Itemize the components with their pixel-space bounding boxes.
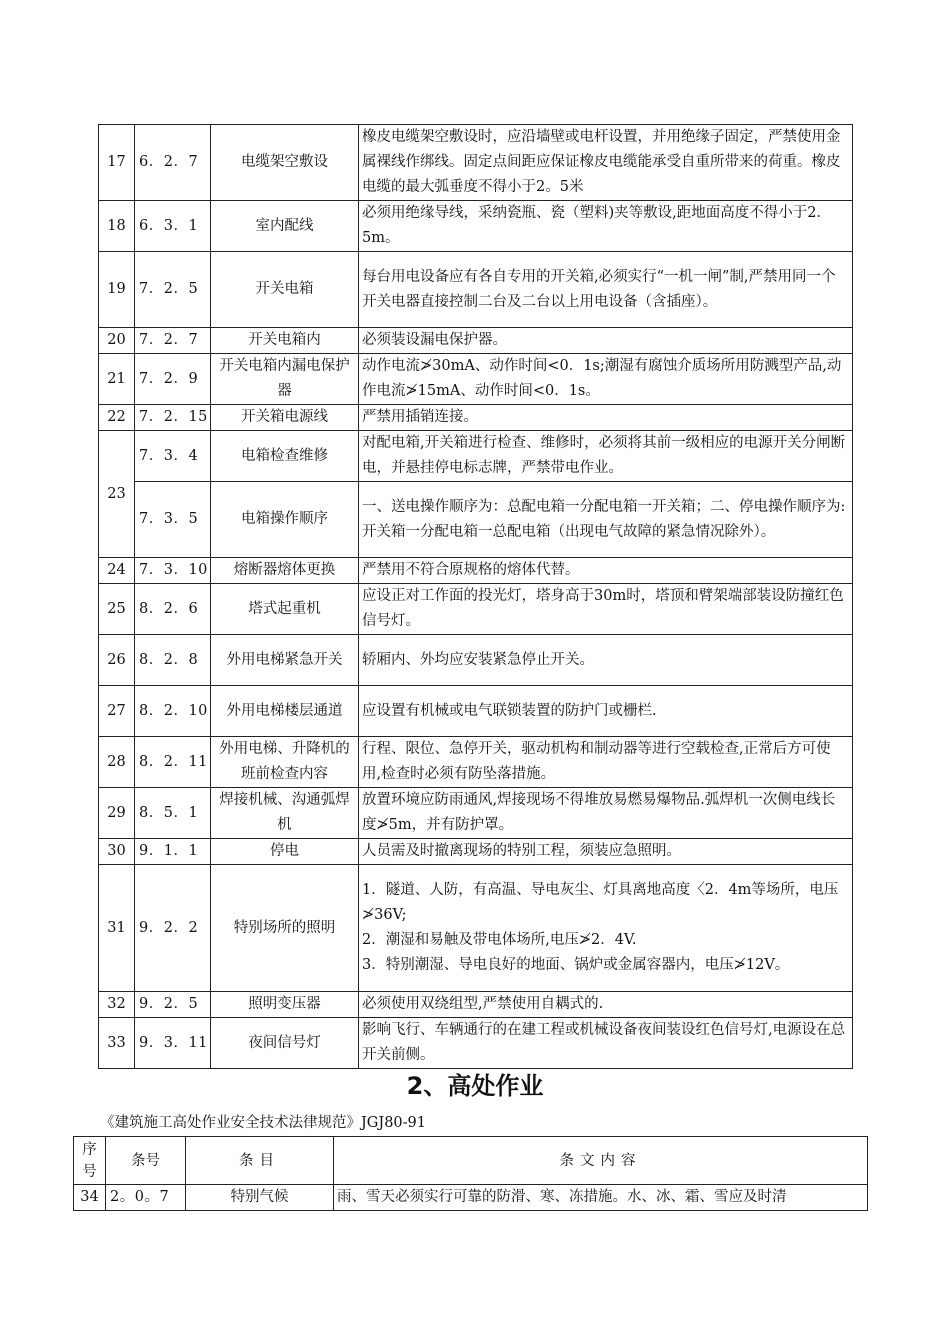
item-name: 夜间信号灯: [211, 1018, 359, 1069]
table-row: [99, 737, 853, 788]
clause-number: 8．5．1: [135, 788, 211, 839]
row-number: 24: [99, 558, 135, 584]
clause-number: 6．2．7: [135, 125, 211, 201]
table-row: [99, 992, 853, 1018]
row-number: 32: [99, 992, 135, 1018]
item-name: 电箱操作顺序: [211, 482, 359, 558]
clause-content: 每台用电设备应有各自专用的开关箱,必须实行“一机一闸”制,严禁用同一个开关电器直接控制二台及二台以上用电设备（含插座）。: [359, 252, 853, 328]
table-row: [99, 125, 853, 201]
row-number: 26: [99, 635, 135, 686]
table-row: [74, 1185, 868, 1211]
item-name: 开关电箱: [211, 252, 359, 328]
item-name: 室内配线: [211, 201, 359, 252]
table-row: [99, 354, 853, 405]
row-number: 31: [99, 865, 135, 992]
clause-number: 9．2．2: [135, 865, 211, 992]
header-content: 条文内容: [334, 1137, 868, 1185]
item-name: 开关电箱内: [211, 328, 359, 354]
item-name: 外用电梯、升降机的班前检查内容: [211, 737, 359, 788]
clause-number: 8．2．10: [135, 686, 211, 737]
clause-content: 严禁用不符合原规格的熔体代替。: [359, 558, 853, 584]
clause-content: 人员需及时撤离现场的特别工程，须装应急照明。: [359, 839, 853, 865]
row-number: 33: [99, 1018, 135, 1069]
row-number: 34: [74, 1185, 106, 1211]
table-row: [99, 328, 853, 354]
table-row: [99, 686, 853, 737]
header-clause: 条号: [106, 1137, 186, 1185]
row-number: 22: [99, 405, 135, 431]
row-number: 30: [99, 839, 135, 865]
clause-number: 9．1．1: [135, 839, 211, 865]
table-row: [99, 252, 853, 328]
clause-number: 7．2．7: [135, 328, 211, 354]
item-name: 特别场所的照明: [211, 865, 359, 992]
row-number: 27: [99, 686, 135, 737]
clause-content: 1．隧道、人防，有高温、导电灰尘、灯具离地高度〈2．4m等场所，电压≯36V; 2．潮湿和易触及带电体场所,电压≯2．4V. 3．特别潮湿、导电良好的地面、锅炉或金属容器内，电压≯12V。: [359, 865, 853, 992]
table-row: [99, 635, 853, 686]
clause-content: 对配电箱,开关箱进行检查、维修时，必须将其前一级相应的电源开关分闸断电，并悬挂停电标志牌，严禁带电作业。: [359, 431, 853, 482]
section-subtitle: 《建筑施工高处作业安全技术法律规范》JGJ80-91: [100, 1115, 427, 1131]
clause-content: 橡皮电缆架空敷设时，应沿墙壁或电杆设置，并用绝缘子固定，严禁使用金属裸线作绑线。固定点间距应保证橡皮电缆能承受自重所带来的荷重。橡皮电缆的最大弧垂度不得小于2。5米: [359, 125, 853, 201]
clause-number: 8．2．8: [135, 635, 211, 686]
item-name: 开关箱电源线: [211, 405, 359, 431]
clause-number: 7．2．9: [135, 354, 211, 405]
item-name: 开关电箱内漏电保护器: [211, 354, 359, 405]
row-number: 19: [99, 252, 135, 328]
row-number: 21: [99, 354, 135, 405]
row-number: 28: [99, 737, 135, 788]
clause-number: 8．2．6: [135, 584, 211, 635]
row-number: 29: [99, 788, 135, 839]
item-name: 照明变压器: [211, 992, 359, 1018]
electrical-safety-table: [98, 124, 853, 1069]
clause-content: 必须用绝缘导线，采纳瓷瓶、瓷（塑料)夹等敷设,距地面高度不得小于2．5m。: [359, 201, 853, 252]
clause-content: 轿厢内、外均应安装紧急停止开关。: [359, 635, 853, 686]
row-number: 23: [99, 431, 135, 558]
clause-number: 7．3．5: [135, 482, 211, 558]
table-row: [99, 839, 853, 865]
clause-number: 7．2．15: [135, 405, 211, 431]
clause-content: 必须使用双绕组型,严禁使用自耦式的.: [359, 992, 853, 1018]
clause-content: 影响飞行、车辆通行的在建工程或机械设备夜间装设红色信号灯,电源设在总开关前侧。: [359, 1018, 853, 1069]
clause-number: 7．3．4: [135, 431, 211, 482]
clause-content: 必须装设漏电保护器。: [359, 328, 853, 354]
table-row: [99, 431, 853, 482]
item-name: 电箱检查维修: [211, 431, 359, 482]
table-row: [99, 865, 853, 992]
clause-content: 放置环境应防雨通风,焊接现场不得堆放易燃易爆物品.弧焊机一次侧电线长度≯5m，并有防护罩。: [359, 788, 853, 839]
table-row: [99, 1018, 853, 1069]
clause-number: 9．3．11: [135, 1018, 211, 1069]
item-name: 停电: [211, 839, 359, 865]
table-row: [99, 201, 853, 252]
row-number: 20: [99, 328, 135, 354]
clause-content: 动作电流≯30mA、动作时间<0．1s;潮湿有腐蚀介质场所用防溅型产品,动作电流≯15mA、动作时间<0．1s。: [359, 354, 853, 405]
table-header-row: [74, 1137, 868, 1185]
clause-content: 应设置有机械或电气联锁装置的防护门或栅栏.: [359, 686, 853, 737]
item-name: 焊接机械、沟通弧焊机: [211, 788, 359, 839]
row-number: 17: [99, 125, 135, 201]
clause-number: 7．3．10: [135, 558, 211, 584]
height-work-table: [73, 1136, 868, 1211]
item-name: 电缆架空敷设: [211, 125, 359, 201]
item-name: 塔式起重机: [211, 584, 359, 635]
clause-content: 行程、限位、急停开关，驱动机构和制动器等进行空载检查,正常后方可使用,检查时必须有防坠落措施。: [359, 737, 853, 788]
clause-number: 7．2．5: [135, 252, 211, 328]
table-row: [99, 482, 853, 558]
table-row: [99, 558, 853, 584]
table-row: [99, 405, 853, 431]
clause-content: 一、送电操作顺序为：总配电箱一分配电箱一开关箱；二、停电操作顺序为:开关箱一分配电箱一总配电箱（出现电气故障的紧急情况除外）。: [359, 482, 853, 558]
header-item: 条目: [186, 1137, 334, 1185]
clause-number: 9．2．5: [135, 992, 211, 1018]
item-name: 外用电梯紧急开关: [211, 635, 359, 686]
item-name: 特别气候: [186, 1185, 334, 1211]
clause-content: 严禁用插销连接。: [359, 405, 853, 431]
clause-number: 8．2．11: [135, 737, 211, 788]
section-title: 2、高处作业: [406, 1072, 544, 1100]
header-no: 序号: [74, 1137, 106, 1185]
clause-content: 应设正对工作面的投光灯，塔身高于30m时，塔顶和臂架端部装设防撞红色信号灯。: [359, 584, 853, 635]
clause-content: 雨、雪天必须实行可靠的防滑、寒、冻措施。水、冰、霜、雪应及时清: [334, 1185, 868, 1211]
table-row: [99, 788, 853, 839]
clause-number: 2。0。7: [106, 1185, 186, 1211]
table-row: [99, 584, 853, 635]
clause-number: 6．3．1: [135, 201, 211, 252]
item-name: 熔断器熔体更换: [211, 558, 359, 584]
row-number: 25: [99, 584, 135, 635]
item-name: 外用电梯楼层通道: [211, 686, 359, 737]
row-number: 18: [99, 201, 135, 252]
